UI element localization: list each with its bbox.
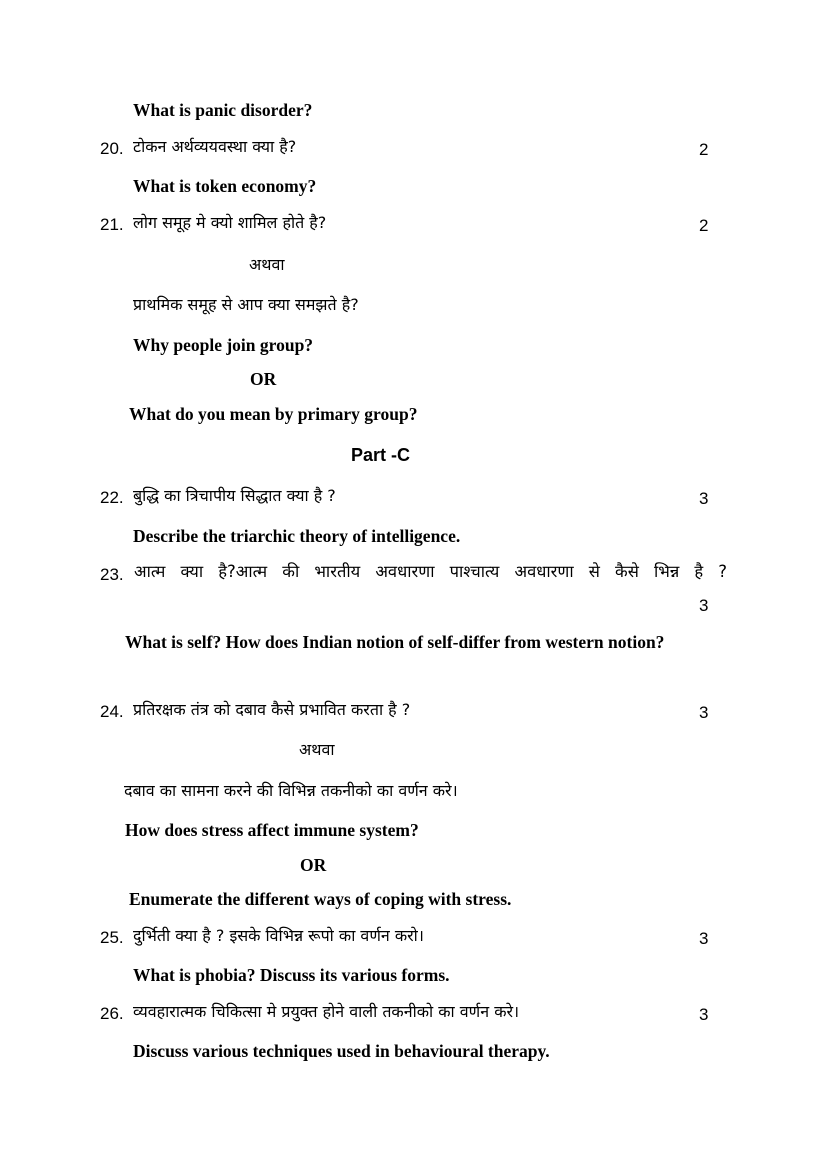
question-marks: 3 [699, 1005, 709, 1024]
question-number: 24. [100, 702, 124, 721]
question-number: 21. [100, 215, 124, 234]
question-hindi: व्यवहारात्मक चिकित्सा मे प्रयुक्त होने वाली तकनीको का वर्णन करे। [133, 1002, 520, 1021]
question-marks: 3 [699, 596, 709, 615]
or-english: OR [250, 369, 277, 389]
alt-question-hindi: दबाव का सामना करने की विभिन्न तकनीको का वर्णन करे। [124, 781, 458, 800]
question-hindi: टोकन अर्थव्ययवस्था क्या है? [133, 137, 297, 156]
question-marks: 3 [699, 703, 709, 722]
or-hindi: अथवा [249, 255, 285, 274]
question-english: What is phobia? Discuss its various forms. [133, 965, 450, 985]
question-number: 20. [100, 139, 124, 158]
question-number: 23. [100, 565, 124, 584]
prev-question-english: What is panic disorder? [133, 100, 313, 120]
question-marks: 2 [699, 140, 709, 159]
question-number: 26. [100, 1004, 124, 1023]
question-hindi: दुर्भिती क्या है ? इसके विभिन्न रूपो का वर्णन करो। [133, 926, 424, 945]
question-english: How does stress affect immune system? [125, 820, 419, 840]
question-hindi: बुद्धि का त्रिचापीय सिद्धात क्या है ? [133, 486, 336, 505]
question-english: Discuss various techniques used in behavioural therapy. [133, 1041, 550, 1061]
question-marks: 3 [699, 929, 709, 948]
section-heading: Part -C [351, 445, 411, 465]
question-hindi: आत्म क्या है?आत्म की भारतीय अवधारणा पाश्चात्य अवधारणा से कैसे भिन्न है ? [134, 562, 727, 581]
alt-question-english: What do you mean by primary group? [129, 404, 418, 424]
alt-question-hindi: प्राथमिक समूह से आप क्या समझते है? [133, 295, 359, 314]
question-marks: 2 [699, 216, 709, 235]
question-english: What is token economy? [133, 176, 317, 196]
question-marks: 3 [699, 489, 709, 508]
question-english: Describe the triarchic theory of intelligence. [133, 526, 461, 546]
question-number: 22. [100, 488, 124, 507]
question-hindi: लोग समूह मे क्यो शामिल होते है? [133, 213, 327, 232]
question-english: Why people join group? [133, 335, 314, 355]
or-hindi: अथवा [299, 740, 335, 759]
question-hindi: प्रतिरक्षक तंत्र को दबाव कैसे प्रभावित करता है ? [133, 700, 411, 719]
question-english: What is self? How does Indian notion of self-differ from western notion? [125, 632, 665, 652]
or-english: OR [300, 855, 327, 875]
question-number: 25. [100, 928, 124, 947]
alt-question-english: Enumerate the different ways of coping with stress. [129, 889, 512, 909]
